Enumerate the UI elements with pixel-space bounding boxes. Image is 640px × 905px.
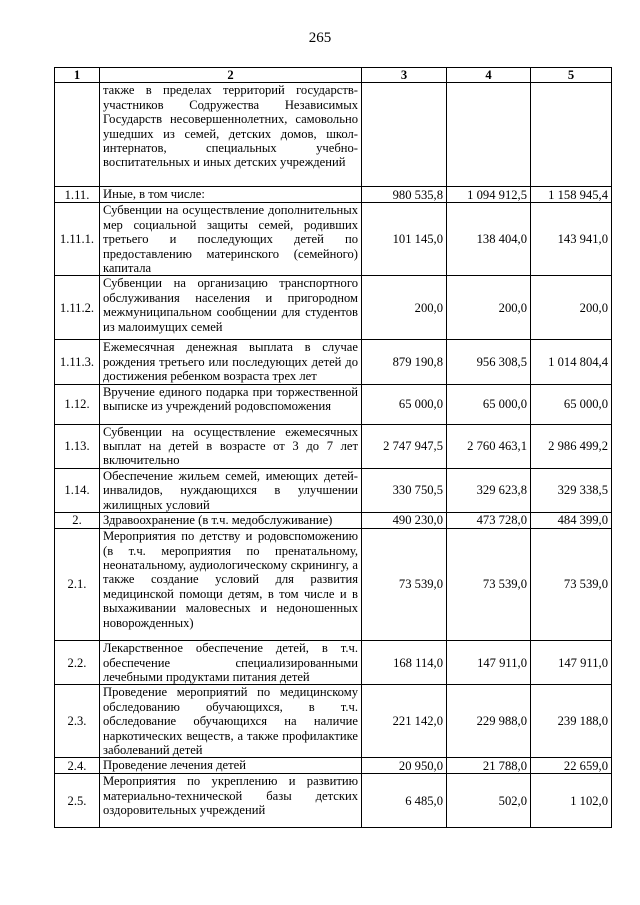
row-value-year-3: 22 659,0 [531, 758, 612, 774]
row-description: Ежемесячная денежная выплата в случае рождения третьего или последующих детей до достижения ребенком возраста трех лет [100, 340, 362, 384]
row-description: Субвенции на осуществление ежемесячных выплат на детей в возрасте от 3 до 7 лет включительно [100, 424, 362, 468]
row-description: Мероприятия по укреплению и развитию материально-технической базы детских оздоровительных учреждений [100, 774, 362, 828]
table-row [55, 685, 612, 758]
row-value-year-1: 879 190,8 [362, 340, 447, 384]
row-value-year-2: 329 623,8 [447, 468, 531, 512]
row-value-year-2: 1 094 912,5 [447, 187, 531, 203]
row-value-year-2: 147 911,0 [447, 641, 531, 685]
row-code: 1.12. [55, 384, 100, 424]
row-code: 2.2. [55, 641, 100, 685]
table-row [55, 83, 612, 187]
table-row [55, 203, 612, 276]
column-header-3: 3 [362, 68, 447, 83]
row-value-year-1: 101 145,0 [362, 203, 447, 276]
row-value-year-2: 65 000,0 [447, 384, 531, 424]
row-code: 2. [55, 513, 100, 529]
row-value-year-1: 490 230,0 [362, 513, 447, 529]
row-code [55, 83, 100, 187]
row-value-year-2: 73 539,0 [447, 529, 531, 641]
row-value-year-3: 329 338,5 [531, 468, 612, 512]
budget-table [54, 67, 612, 828]
row-value-year-1: 2 747 947,5 [362, 424, 447, 468]
row-value-year-3: 1 158 945,4 [531, 187, 612, 203]
row-description: Обеспечение жильем семей, имеющих детей-инвалидов, нуждающихся в улучшении жилищных условий [100, 468, 362, 512]
table-row [55, 384, 612, 424]
column-header-4: 4 [447, 68, 531, 83]
column-header-5: 5 [531, 68, 612, 83]
row-value-year-1: 221 142,0 [362, 685, 447, 758]
row-value-year-3: 147 911,0 [531, 641, 612, 685]
column-header-1: 1 [55, 68, 100, 83]
row-code: 2.3. [55, 685, 100, 758]
row-description: Проведение лечения детей [100, 758, 362, 774]
table-row [55, 424, 612, 468]
row-description: Вручение единого подарка при торжественной выписке из учреждений родовспоможения [100, 384, 362, 424]
row-value-year-3: 200,0 [531, 276, 612, 340]
row-description: также в пределах территорий государств-участников Содружества Независимых Государств несовершеннолетних, самовольно ушедших из семей, детских домов, школ-интернатов, специальных учебно-воспитательных и иных детских учреждений [100, 83, 362, 187]
row-value-year-2: 956 308,5 [447, 340, 531, 384]
table-row [55, 641, 612, 685]
table-row [55, 758, 612, 774]
row-value-year-1: 330 750,5 [362, 468, 447, 512]
row-description: Субвенции на осуществление дополнительных мер социальной защиты семей, родивших третьего и последующих детей по предоставлению материнского (семейного) капитала [100, 203, 362, 276]
row-value-year-1: 73 539,0 [362, 529, 447, 641]
row-value-year-1: 980 535,8 [362, 187, 447, 203]
row-value-year-1: 168 114,0 [362, 641, 447, 685]
table-row [55, 276, 612, 340]
column-header-2: 2 [100, 68, 362, 83]
row-code: 2.5. [55, 774, 100, 828]
row-value-year-1: 6 485,0 [362, 774, 447, 828]
table-row [55, 468, 612, 512]
row-value-year-1: 20 950,0 [362, 758, 447, 774]
table-header [55, 68, 612, 83]
row-value-year-2: 200,0 [447, 276, 531, 340]
table-row [55, 513, 612, 529]
row-value-year-2: 21 788,0 [447, 758, 531, 774]
row-description: Субвенции на организацию транспортного обслуживания населения и пригородном межмуниципальном сообщении для студентов из малоимущих семей [100, 276, 362, 340]
row-value-year-2: 502,0 [447, 774, 531, 828]
row-description: Иные, в том числе: [100, 187, 362, 203]
row-description: Проведение мероприятий по медицинскому обследованию обучающихся, в т.ч. обследование обучающихся на наличие наркотических веществ, а также профилактике заболеваний детей [100, 685, 362, 758]
row-code: 1.13. [55, 424, 100, 468]
table-row [55, 187, 612, 203]
row-value-year-3: 1 102,0 [531, 774, 612, 828]
row-value-year-3 [531, 83, 612, 187]
row-value-year-3: 484 399,0 [531, 513, 612, 529]
row-value-year-2: 473 728,0 [447, 513, 531, 529]
row-code: 2.1. [55, 529, 100, 641]
row-code: 1.11.2. [55, 276, 100, 340]
row-description: Мероприятия по детству и родовспоможению (в т.ч. мероприятия по пренатальному, неонатальному, аудиологическому скринингу, а также создание условий для развития медицинской помощи детям, в том числе и в выхаживании маловесных и недоношенных новорожденных) [100, 529, 362, 641]
row-code: 1.14. [55, 468, 100, 512]
page-number: 265 [308, 30, 332, 46]
row-code: 2.4. [55, 758, 100, 774]
row-value-year-3: 2 986 499,2 [531, 424, 612, 468]
row-value-year-2: 229 988,0 [447, 685, 531, 758]
row-code: 1.11. [55, 187, 100, 203]
row-value-year-1: 200,0 [362, 276, 447, 340]
row-description: Лекарственное обеспечение детей, в т.ч. обеспечение специализированными лечебными продуктами питания детей [100, 641, 362, 685]
row-description: Здравоохранение (в т.ч. медобслуживание) [100, 513, 362, 529]
row-value-year-2 [447, 83, 531, 187]
table-row [55, 529, 612, 641]
table-row [55, 340, 612, 384]
row-value-year-1: 65 000,0 [362, 384, 447, 424]
table-body [55, 83, 612, 828]
row-value-year-2: 138 404,0 [447, 203, 531, 276]
row-value-year-2: 2 760 463,1 [447, 424, 531, 468]
table-row [55, 774, 612, 828]
row-value-year-3: 1 014 804,4 [531, 340, 612, 384]
row-value-year-3: 73 539,0 [531, 529, 612, 641]
row-code: 1.11.1. [55, 203, 100, 276]
row-code: 1.11.3. [55, 340, 100, 384]
row-value-year-3: 239 188,0 [531, 685, 612, 758]
row-value-year-1 [362, 83, 447, 187]
row-value-year-3: 65 000,0 [531, 384, 612, 424]
row-value-year-3: 143 941,0 [531, 203, 612, 276]
